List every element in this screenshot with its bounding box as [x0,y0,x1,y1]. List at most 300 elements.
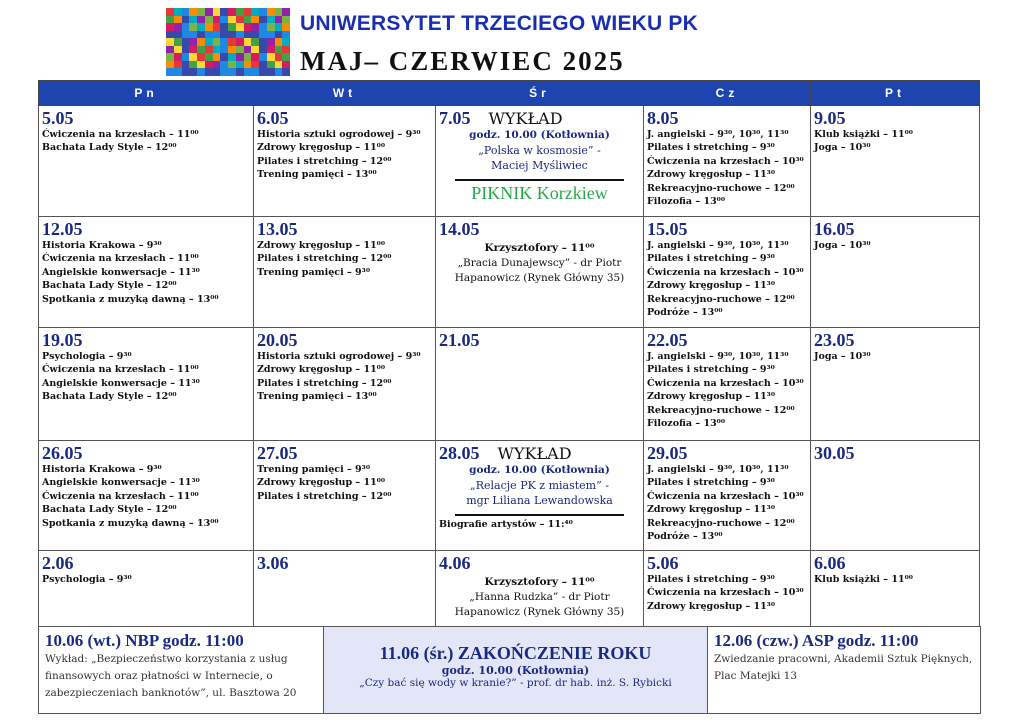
activity-item: Bachata Lady Style – 12⁰⁰ [42,142,177,154]
day-date: 28.05 [439,443,480,463]
logo-tile [205,53,213,61]
day-cell [39,328,254,441]
logo-tile [213,31,221,39]
weekday-header: Cz [644,81,811,106]
activity-item: Pilates i stretching – 9³⁰ [647,253,775,265]
logo-tile [251,46,259,54]
divider [455,179,624,181]
day-date: 16.05 [814,219,855,239]
activity-item: Pilates i stretching – 9³⁰ [647,574,775,585]
logo-tile [182,31,190,39]
activity-item: Joga – 10³⁰ [814,240,871,251]
logo-tile [267,16,275,24]
logo-tile [228,53,236,61]
logo-tile [259,68,267,76]
logo-tile [182,53,190,61]
logo-tile [236,46,244,54]
day-cell [39,441,254,551]
activity-item: Rekreacyjno-ruchowe – 12⁰⁰ [647,517,795,529]
picnic-event: PIKNIK Korzkiew [471,183,608,203]
footer-event-year-end [324,627,708,713]
divider [455,514,624,516]
day-date: 22.05 [647,330,688,350]
lecture-speaker: mgr Liliana Lewandowska [466,494,613,507]
activity-item: Bachata Lady Style – 12⁰⁰ [42,504,177,516]
logo-tile [166,46,174,54]
lecture-details [439,463,640,508]
activity-item: Psychologia – 9³⁰ [42,574,132,585]
day-cell [644,441,811,551]
day-date: 6.06 [814,553,846,573]
logo-tile [259,53,267,61]
logo-tile [236,61,244,69]
logo-tile [228,8,236,16]
logo-tile [267,53,275,61]
logo-tile [197,31,205,39]
footer-event-description: „Czy bać się wody w kranie?” - prof. dr hab. inż. S. Rybicki [359,677,672,689]
logo-tile [236,38,244,46]
logo-tile [205,68,213,76]
logo-tile [197,53,205,61]
logo-tile [213,23,221,31]
logo-tile [228,31,236,39]
logo-tile [189,61,197,69]
activity-item: Historia sztuki ogrodowej – 9³⁰ [257,351,421,362]
activity-item: Trening pamięci – 9³⁰ [257,464,370,475]
logo-tile [213,68,221,76]
day-date: 7.05 [439,108,471,128]
logo-tile [244,53,252,61]
logo-tile [197,38,205,46]
activity-item: Ćwiczenia na krzesłach – 11⁰⁰ [42,129,199,140]
lecture-label: WYKŁAD [497,444,572,463]
footer-event-description: Zwiedzanie pracowni, Akademii Sztuk Pięknych, Plac Matejki 13 [714,653,973,682]
logo-tile [251,53,259,61]
day-cell [811,441,980,551]
logo-tile [236,31,244,39]
logo-tile [197,61,205,69]
day-date: 6.05 [257,108,289,128]
calendar-period: MAJ– CZERWIEC 2025 [300,46,625,76]
logo-tile [220,31,228,39]
event-title: Krzysztofory – 11⁰⁰ [484,576,595,588]
university-name: UNIWERSYTET TRZECIEGO WIEKU PK [300,12,699,35]
day-cell [39,106,254,217]
logo-tile [189,53,197,61]
activity-item: Historia Krakowa – 9³⁰ [42,464,162,475]
logo-tile [275,68,283,76]
footer-events [38,626,981,714]
logo-tile [205,61,213,69]
logo-tile [275,8,283,16]
activity-item: Klub książki – 11⁰⁰ [814,574,913,585]
weekday-header-row [39,81,980,106]
day-cell [436,551,644,627]
activity-item: J. angielski – 9³⁰, 10³⁰, 11³⁰ [647,351,789,362]
activity-item: Pilates i stretching – 9³⁰ [647,142,775,154]
activity-item: Pilates i stretching – 12⁰⁰ [257,377,392,389]
logo-tile [259,8,267,16]
event-title: Krzysztofory – 11⁰⁰ [484,242,595,254]
logo-tile [166,31,174,39]
footer-event-description: Wykład: „Bezpieczeństwo korzystania z usług finansowych oraz płatności w Internecie, o zabezpieczeniach banknotów”, ul. Basztowa 20 [45,653,297,699]
day-date: 4.06 [439,553,471,573]
logo-tile [236,68,244,76]
activity-item: Trening pamięci – 13⁰⁰ [257,169,377,181]
logo-tile [205,16,213,24]
logo-tile [275,16,283,24]
logo-tile [174,8,182,16]
logo-tile [174,68,182,76]
logo-tile [244,38,252,46]
day-cell [644,551,811,627]
day-date: 21.05 [439,330,480,350]
logo-tile [267,8,275,16]
day-date: 19.05 [42,330,83,350]
logo-tile [197,23,205,31]
lecture-time: godz. 10.00 (Kotłownia) [469,129,610,141]
day-date: 23.05 [814,330,855,350]
lecture-time: godz. 10.00 (Kotłownia) [469,464,610,476]
weekday-header: Wt [254,81,436,106]
logo-tile [189,23,197,31]
logo-tile [166,23,174,31]
week-row [39,217,980,328]
logo-tile [275,61,283,69]
logo-tile [244,61,252,69]
activity-item: Historia sztuki ogrodowej – 9³⁰ [257,129,421,140]
logo-tile [205,31,213,39]
activity-item: Ćwiczenia na krzesłach – 10³⁰ [647,155,804,167]
activity-item: Pilates i stretching – 9³⁰ [647,477,775,489]
activity-item: Joga – 10³⁰ [814,142,871,154]
logo-tile [282,38,290,46]
activity-item: Filozofia – 13⁰⁰ [647,418,725,430]
activity-item: Filozofia – 13⁰⁰ [647,196,725,208]
logo-tile [220,53,228,61]
weekday-header: Pn [39,81,254,106]
logo-tile [205,8,213,16]
activity-item: Rekreacyjno-ruchowe – 12⁰⁰ [647,293,795,305]
day-cell [644,217,811,328]
day-date: 8.05 [647,108,679,128]
logo-tile [228,38,236,46]
activity-item: Spotkania z muzyką dawną – 13⁰⁰ [42,293,219,305]
logo-tile [282,53,290,61]
logo-tile [259,61,267,69]
lecture-header [439,108,640,128]
lecture-header [439,443,640,463]
week-row [39,328,980,441]
day-cell [254,441,436,551]
activity-item: Podróże – 13⁰⁰ [647,531,723,543]
event-topic: „Bracia Dunajewscy” - dr Piotr [457,257,622,269]
lecture-details [439,128,640,173]
lecture-title: „Relacje PK z miastem” - [470,479,609,492]
activity-item: Zdrowy kręgosłup – 11³⁰ [647,169,775,181]
activity-item: Ćwiczenia na krzesłach – 10³⁰ [647,490,804,502]
logo-tile [244,23,252,31]
activity-item: Ćwiczenia na krzesłach – 11⁰⁰ [42,253,199,265]
logo-tile [166,68,174,76]
logo-tile [244,31,252,39]
logo-tile [228,46,236,54]
logo-tile [244,16,252,24]
activity-item: Rekreacyjno-ruchowe – 12⁰⁰ [647,182,795,194]
event-location: Hapanowicz (Rynek Główny 35) [454,606,625,618]
week-row [39,551,980,627]
day-cell [436,441,644,551]
day-date: 9.05 [814,108,846,128]
activity-item: J. angielski – 9³⁰, 10³⁰, 11³⁰ [647,240,789,251]
activity-item: Klub książki – 11⁰⁰ [814,129,913,140]
logo-tile [228,68,236,76]
logo-tile [213,8,221,16]
activity-item: Zdrowy kręgosłup – 11³⁰ [647,391,775,403]
day-date: 27.05 [257,443,298,463]
activity-item: Ćwiczenia na krzesłach – 10³⁰ [647,266,804,278]
day-cell [39,551,254,627]
logo-tile [213,46,221,54]
day-cell [436,217,644,328]
logo-tile [275,38,283,46]
weekday-header: Pt [811,81,980,106]
activity-item: J. angielski – 9³⁰, 10³⁰, 11³⁰ [647,464,789,475]
activity-item: Spotkania z muzyką dawną – 13⁰⁰ [42,517,219,529]
logo-tile [220,61,228,69]
day-cell [436,106,644,217]
activity-item: Bachata Lady Style – 12⁰⁰ [42,280,177,292]
logo-tile [205,23,213,31]
logo-tile [182,8,190,16]
logo-tile [275,46,283,54]
logo-tile [205,46,213,54]
activity-item: Zdrowy kręgosłup – 11³⁰ [647,280,775,292]
logo-tile [236,23,244,31]
lecture-speaker: Maciej Myśliwiec [491,159,588,172]
day-cell [811,106,980,217]
logo-tile [166,61,174,69]
logo-tile [189,16,197,24]
logo-tile [174,38,182,46]
logo-tile [251,23,259,31]
logo-tile [251,61,259,69]
footer-event-title: 11.06 (śr.) ZAKOŃCZENIE ROKU [379,643,652,663]
logo-tile [275,23,283,31]
activity-item: Historia Krakowa – 9³⁰ [42,240,162,251]
logo-tile [236,16,244,24]
day-cell [254,328,436,441]
logo-tile [251,31,259,39]
activity-item: Trening pamięci – 13⁰⁰ [257,391,377,403]
logo-tile [174,16,182,24]
logo-tile [259,23,267,31]
footer-event-time: godz. 10.00 (Kotłownia) [441,664,590,677]
day-cell [644,106,811,217]
activity-item: Angielskie konwersacje – 11³⁰ [42,266,200,278]
activity-item: Pilates i stretching – 12⁰⁰ [257,490,392,502]
weekday-header: Śr [436,81,644,106]
day-date: 3.06 [257,553,289,573]
logo-tile [282,68,290,76]
activity-item: J. angielski – 9³⁰, 10³⁰, 11³⁰ [647,129,789,140]
activity-item: Zdrowy kręgosłup – 11⁰⁰ [257,477,385,489]
day-cell [811,328,980,441]
lecture-title: „Polska w kosmosie” - [478,144,601,157]
logo-tile [174,46,182,54]
logo-tile [166,16,174,24]
logo-tile [189,46,197,54]
activity-item: Pilates i stretching – 12⁰⁰ [257,155,392,167]
activity-item: Zdrowy kręgosłup – 11⁰⁰ [257,240,385,251]
footer-event-title: 12.06 (czw.) ASP godz. 11:00 [714,631,919,650]
logo-tile [244,8,252,16]
activity-item: Joga – 10³⁰ [814,351,871,362]
museum-event [439,241,640,286]
logo-tile [182,16,190,24]
activity-item: Zdrowy kręgosłup – 11⁰⁰ [257,142,385,154]
header [166,8,866,78]
activity-item: Angielskie konwersacje – 11³⁰ [42,377,200,389]
logo-tile [205,38,213,46]
logo-tile [267,61,275,69]
logo-tile [251,68,259,76]
day-date: 13.05 [257,219,298,239]
logo-tile [267,46,275,54]
day-cell [644,328,811,441]
logo-tile [182,38,190,46]
logo-tile [213,53,221,61]
activity-item: Ćwiczenia na krzesłach – 11⁰⁰ [42,364,199,376]
logo-tile [166,38,174,46]
logo-tile [174,53,182,61]
activity-item: Ćwiczenia na krzesłach – 10³⁰ [647,377,804,389]
day-date: 2.06 [42,553,74,573]
footer-event-nbp [39,627,324,713]
logo-tile [174,23,182,31]
logo-tile [189,68,197,76]
logo-tile [251,16,259,24]
day-date: 14.05 [439,219,480,239]
day-cell [254,217,436,328]
logo-tile [220,16,228,24]
logo-tile [228,61,236,69]
logo-tile [220,68,228,76]
day-date: 26.05 [42,443,83,463]
activity-item: Angielskie konwersacje – 11³⁰ [42,477,200,489]
day-cell [39,217,254,328]
day-cell [254,551,436,627]
activity-item: Rekreacyjno-ruchowe – 12⁰⁰ [647,404,795,416]
week-row [39,441,980,551]
logo-tile [213,38,221,46]
logo-tile [166,8,174,16]
day-date: 15.05 [647,219,688,239]
logo-tile [267,31,275,39]
logo-tile [244,46,252,54]
logo-tile [174,61,182,69]
university-logo [166,8,290,76]
logo-tile [228,23,236,31]
logo-tile [197,16,205,24]
day-cell [254,106,436,217]
logo-tile [282,31,290,39]
logo-tile [197,8,205,16]
logo-tile [259,46,267,54]
logo-tile [267,23,275,31]
logo-tile [220,23,228,31]
day-cell [811,217,980,328]
logo-tile [182,46,190,54]
day-cell [811,551,980,627]
activity-item: Pilates i stretching – 12⁰⁰ [257,253,392,265]
logo-tile [189,8,197,16]
schedule-table [38,80,980,627]
museum-event [439,575,640,620]
logo-tile [259,31,267,39]
logo-tile [182,68,190,76]
activity-item: Podróże – 13⁰⁰ [647,307,723,319]
logo-tile [267,68,275,76]
footer-event-title: 10.06 (wt.) NBP godz. 11:00 [45,631,244,650]
day-date: 5.05 [42,108,74,128]
lecture-label: WYKŁAD [488,109,563,128]
logo-tile [251,8,259,16]
logo-tile [197,68,205,76]
logo-tile [228,16,236,24]
day-date: 29.05 [647,443,688,463]
logo-tile [251,38,259,46]
logo-tile [220,8,228,16]
activity-item: Zdrowy kręgosłup – 11⁰⁰ [257,364,385,376]
logo-tile [275,31,283,39]
logo-tile [275,53,283,61]
logo-tile [182,61,190,69]
event-location: Hapanowicz (Rynek Główny 35) [454,272,625,284]
logo-tile [174,31,182,39]
logo-tile [282,61,290,69]
logo-tile [166,53,174,61]
footer-event-asp [708,627,980,713]
logo-tile [282,23,290,31]
activity-item: Ćwiczenia na krzesłach – 10³⁰ [647,587,804,599]
day-cell [436,328,644,441]
logo-tile [236,53,244,61]
week-row [39,106,980,217]
logo-tile [213,16,221,24]
logo-tile [197,46,205,54]
day-date: 12.05 [42,219,83,239]
activity-item: Trening pamięci – 9³⁰ [257,266,370,278]
logo-tile [213,61,221,69]
logo-tile [282,46,290,54]
logo-tile [220,46,228,54]
logo-tile [182,23,190,31]
event-topic: „Hanna Rudzka” - dr Piotr [469,591,610,603]
activity-item: Zdrowy kręgosłup – 11³⁰ [647,504,775,516]
activity-item: Pilates i stretching – 9³⁰ [647,364,775,376]
logo-tile [236,8,244,16]
day-date: 30.05 [814,443,855,463]
activity-item: Zdrowy kręgosłup – 11³⁰ [647,600,775,612]
logo-tile [259,38,267,46]
logo-tile [282,16,290,24]
logo-tile [259,16,267,24]
logo-tile [267,38,275,46]
activity-item: Biografie artystów – 11:⁴⁰ [439,519,573,530]
logo-tile [189,31,197,39]
activity-item: Ćwiczenia na krzesłach – 11⁰⁰ [42,490,199,502]
